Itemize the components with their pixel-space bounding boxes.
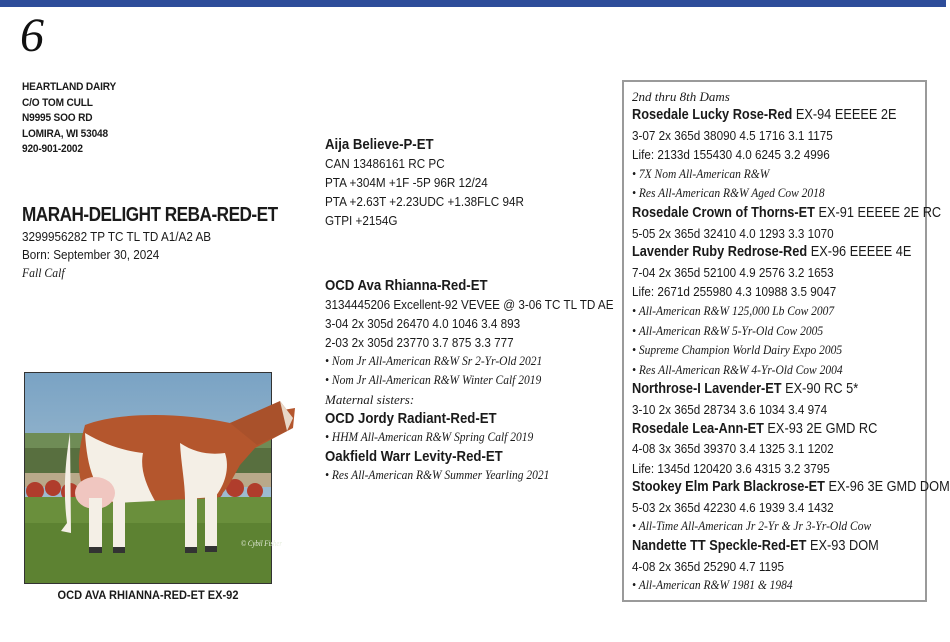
- dam-entry-title: [632, 420, 890, 440]
- dam-bullet: • Nom Jr All-American R&W Sr 2-Yr-Old 2021: [325, 354, 543, 368]
- lot-class: Fall Calf: [22, 265, 65, 280]
- dam-entry-line: Life: 2133d 155430 4.0 6245 3.2 4996: [632, 147, 830, 163]
- dam-entry-bullet: • All-American R&W 125,000 Lb Cow 2007: [632, 303, 835, 318]
- dam-bullet: • Nom Jr All-American R&W Winter Calf 2019: [325, 373, 542, 387]
- dam-entry-bullet: • All-American R&W 5-Yr-Old Cow 2005: [632, 323, 824, 338]
- dams-heading: 2nd thru 8th Dams: [632, 89, 730, 104]
- consignor-line: HEARTLAND DAIRY: [22, 81, 117, 93]
- dam-entry-title: [632, 537, 890, 557]
- dam-entry-bullet: • All-American R&W 1981 & 1984: [632, 578, 793, 593]
- sister-name: Oakfield Warr Levity-Red-ET: [325, 448, 503, 465]
- consignor-address: [22, 80, 124, 158]
- photo-caption: OCD AVA RHIANNA-RED-ET EX-92: [57, 588, 239, 602]
- sire-section: [325, 135, 546, 230]
- dam-line: 3-04 2x 305d 26470 4.0 1046 3.4 893: [325, 316, 521, 331]
- dam-entry-bullet: • Res All-American R&W Aged Cow 2018: [632, 186, 825, 201]
- dam-entry-name: Stookey Elm Park Blackrose-ET: [632, 479, 825, 496]
- sister-name: OCD Jordy Radiant-Red-ET: [325, 410, 497, 427]
- dam-entry-line: Life: 2671d 255980 4.3 10988 3.5 9047: [632, 284, 837, 300]
- lot-id-line: 3299956282 TP TC TL TD A1/A2 AB: [22, 229, 212, 244]
- dams-box: [622, 80, 950, 602]
- dam-entry-title: [632, 478, 950, 498]
- dam-entry-line: Life: 1345d 120420 3.6 4315 3.2 3795: [632, 460, 830, 476]
- sire-line: CAN 13486161 RC PC: [325, 156, 445, 171]
- dam-entry-line: 4-08 2x 365d 25290 4.7 1195: [632, 558, 785, 574]
- dam-entry-score: EX-93 2E GMD RC: [763, 420, 878, 437]
- dam-entry-line: 4-08 3x 365d 39370 3.4 1325 3.1 1202: [632, 441, 834, 457]
- lot-animal-name: MARAH-DELIGHT REBA-RED-ET: [22, 204, 278, 226]
- sire-line: PTA +2.63T +2.23UDC +1.38FLC 94R: [325, 194, 524, 209]
- dam-entry-title: [632, 380, 890, 400]
- dam-entry-name: Rosedale Lucky Rose-Red: [632, 107, 793, 123]
- sister-bullet: • HHM All-American R&W Spring Calf 2019: [325, 430, 534, 444]
- cow-photo: [24, 372, 283, 584]
- dam-entry-name: Northrose-I Lavender-ET: [632, 381, 782, 398]
- sire-name: Aija Believe-P-ET: [325, 136, 434, 153]
- dam-entry-score: EX-90 RC 5*: [781, 381, 859, 398]
- consignor-line: LOMIRA, WI 53048: [22, 127, 108, 140]
- dam-entry-bullet: • Res All-American R&W 4-Yr-Old Cow 2004: [632, 362, 843, 377]
- lot-born: Born: September 30, 2024: [22, 247, 160, 262]
- dam-entry-title: [632, 106, 897, 126]
- dam-entry-name: Nandette TT Speckle-Red-ET: [632, 538, 807, 555]
- lot-number: 6: [20, 9, 44, 62]
- dam-line: 2-03 2x 305d 23770 3.7 875 3.3 777: [325, 335, 514, 350]
- top-accent-bar: [0, 0, 946, 7]
- dam-entry-line: 7-04 2x 365d 52100 4.9 2576 3.2 1653: [632, 264, 834, 280]
- dam-entry-score: EX-96 3E GMD DOM: [824, 479, 950, 496]
- sister-bullet: • Res All-American R&W Summer Yearling 2021: [325, 468, 550, 482]
- cow-illustration: [25, 373, 271, 583]
- dam-entry-bullet: • Supreme Champion World Dairy Expo 2005: [632, 343, 843, 358]
- dam-entry-score: EX-96 EEEEE 4E: [807, 244, 912, 261]
- dam-entry-line: 3-07 2x 365d 38090 4.5 1716 3.1 1175: [632, 127, 833, 143]
- dam-entry-line: 5-03 2x 365d 42230 4.6 1939 3.4 1432: [632, 499, 834, 515]
- dam-section: [325, 276, 646, 485]
- dam-entry-title: [632, 243, 912, 263]
- consignor-line: 920-901-2002: [22, 143, 83, 155]
- dam-entry-name: Rosedale Crown of Thorns-ET: [632, 204, 815, 221]
- dam-entry-line: 3-10 2x 365d 28734 3.6 1034 3.4 974: [632, 401, 828, 417]
- sire-line: GTPI +2154G: [325, 213, 398, 228]
- sire-line: PTA +304M +1F -5P 96R 12/24: [325, 175, 488, 190]
- dam-entry-name: Lavender Ruby Redrose-Red: [632, 244, 808, 261]
- dam-line: 3134445206 Excellent-92 VEVEE @ 3-06 TC TL TD AE: [325, 297, 614, 312]
- dam-entry-bullet: • All-Time All-American Jr 2-Yr & Jr 3-Yr-Old Cow: [632, 519, 872, 534]
- consignor-line: N9995 SOO RD: [22, 112, 93, 124]
- dam-entry-name: Rosedale Lea-Ann-ET: [632, 420, 764, 437]
- dam-entry-score: EX-94 EEEEE 2E: [792, 107, 897, 123]
- dam-entry-line: 5-05 2x 365d 32410 4.0 1293 3.3 1070: [632, 225, 834, 241]
- dam-entry-score: EX-91 EEEEE 2E RC: [814, 204, 942, 221]
- consignor-line: C/O TOM CULL: [22, 96, 93, 109]
- dam-entry-title: [632, 204, 942, 224]
- photo-watermark: © Cybil Fisher: [241, 539, 283, 548]
- maternal-sisters-label: Maternal sisters:: [325, 392, 415, 407]
- dam-entry-score: EX-93 DOM: [806, 538, 879, 555]
- dam-entry-bullet: • 7X Nom All-American R&W: [632, 166, 770, 181]
- lot-info: [22, 202, 319, 282]
- dam-name: OCD Ava Rhianna-Red-ET: [325, 277, 488, 294]
